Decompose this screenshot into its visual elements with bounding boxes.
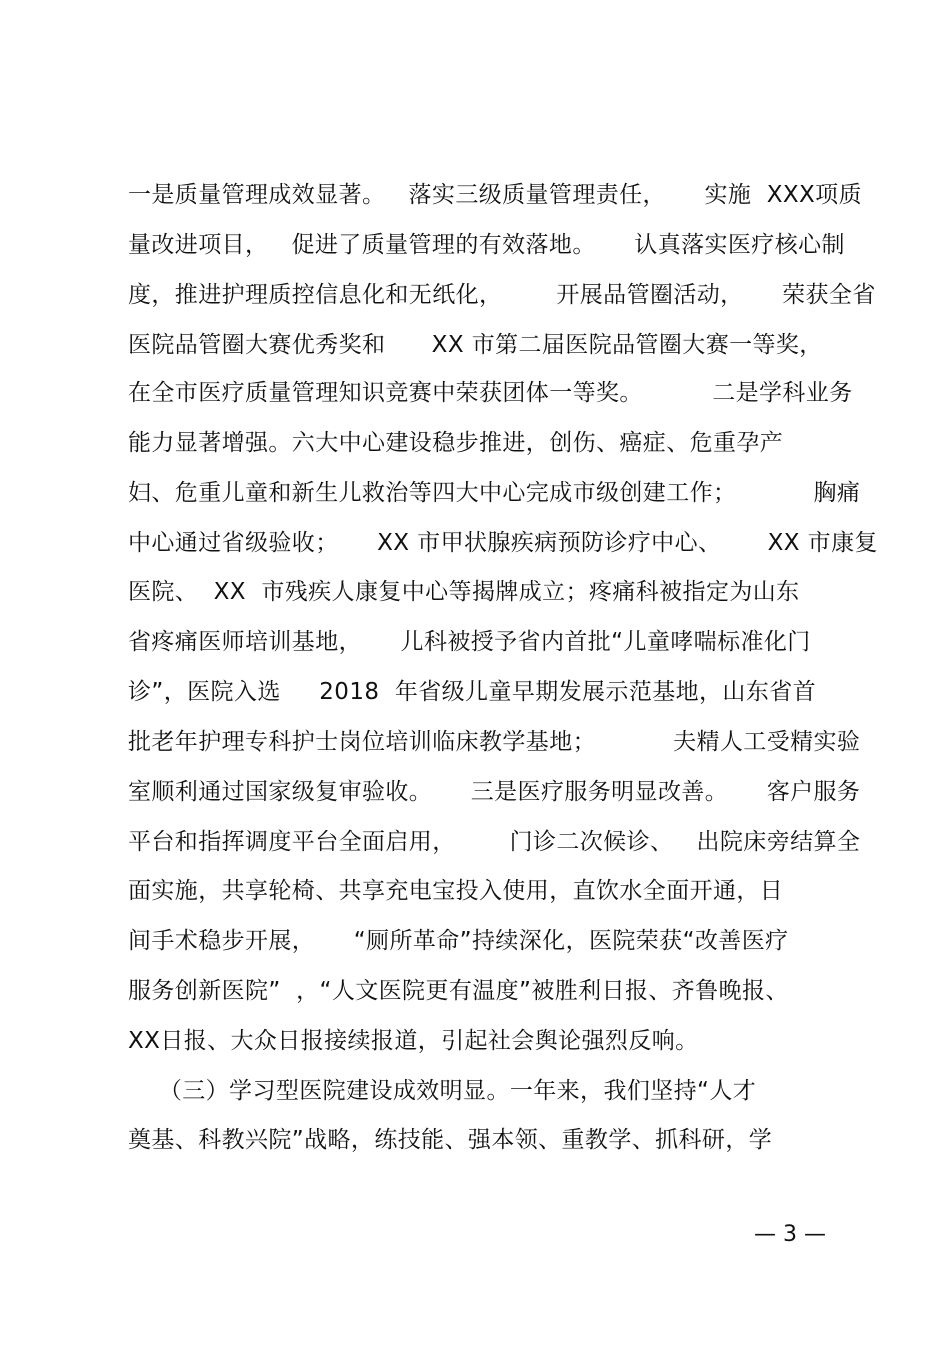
paragraph-line-12: 批老年护理专科护士岗位培训临床教学基地； 夫精人工受精实验 — [128, 729, 861, 755]
paragraph-line-1: 一是质量管理成效显著。 落实三级质量管理责任， 实施 XXX项质 — [128, 182, 862, 208]
paragraph-line-4: 医院品管圈大赛优秀奖和 XX 市第二届医院品管圈大赛一等奖， — [128, 332, 823, 358]
paragraph-line-2: 量改进项目， 促进了质量管理的有效落地。 认真落实医疗核心制 — [128, 232, 845, 258]
paragraph-line-6: 能力显著增强。六大中心建设稳步推进，创伤、癌症、危重孕产 — [128, 430, 784, 456]
paragraph-line-5: 在全市医疗质量管理知识竞赛中荣获团体一等奖。 二是学科业务 — [128, 380, 853, 406]
paragraph-line-18: XX日报、大众日报接续报道，引起社会舆论强烈反响。 — [128, 1028, 699, 1054]
paragraph-line-9: 医院、 XX 市残疾人康复中心等揭牌成立；疼痛科被指定为山东 — [128, 579, 800, 605]
paragraph-line-3: 度，推进护理质控信息化和无纸化， 开展品管圈活动， 荣获全省 — [128, 282, 876, 308]
paragraph-line-11: 诊”，医院入选 2018 年省级儿童早期发展示范基地，山东省首 — [128, 679, 817, 705]
paragraph-line-10: 省疼痛医师培训基地， 儿科被授予省内首批“儿童哮喘标准化门 — [128, 629, 811, 655]
paragraph-line-8: 中心通过省级验收； XX 市甲状腺疾病预防诊疗中心、 XX 市康复 — [128, 530, 878, 556]
paragraph-line-17: 服务创新医院” ，“人文医院更有温度”被胜利日报、齐鲁晚报、 — [128, 978, 789, 1004]
paragraph-line-19: （三）学习型医院建设成效明显。一年来，我们坚持“人才 — [128, 1078, 757, 1104]
paragraph-line-20: 奠基、科教兴院”战略，练技能、强本领、重教学、抓科研，学 — [128, 1127, 773, 1153]
paragraph-line-7: 妇、危重儿童和新生儿救治等四大中心完成市级创建工作； 胸痛 — [128, 480, 861, 506]
paragraph-line-14: 平台和指挥调度平台全面启用， 门诊二次候诊、 出院床旁结算全 — [128, 829, 861, 855]
paragraph-line-15: 面实施，共享轮椅、共享充电宝投入使用，直饮水全面开通，日 — [128, 878, 784, 904]
paragraph-line-16: 间手术稳步开展， “厕所革命”持续深化，医院荣获“改善医疗 — [128, 928, 789, 954]
page-number: — 3 — — [754, 1222, 826, 1247]
paragraph-line-13: 室顺利通过国家级复审验收。 三是医疗服务明显改善。 客户服务 — [128, 779, 861, 805]
